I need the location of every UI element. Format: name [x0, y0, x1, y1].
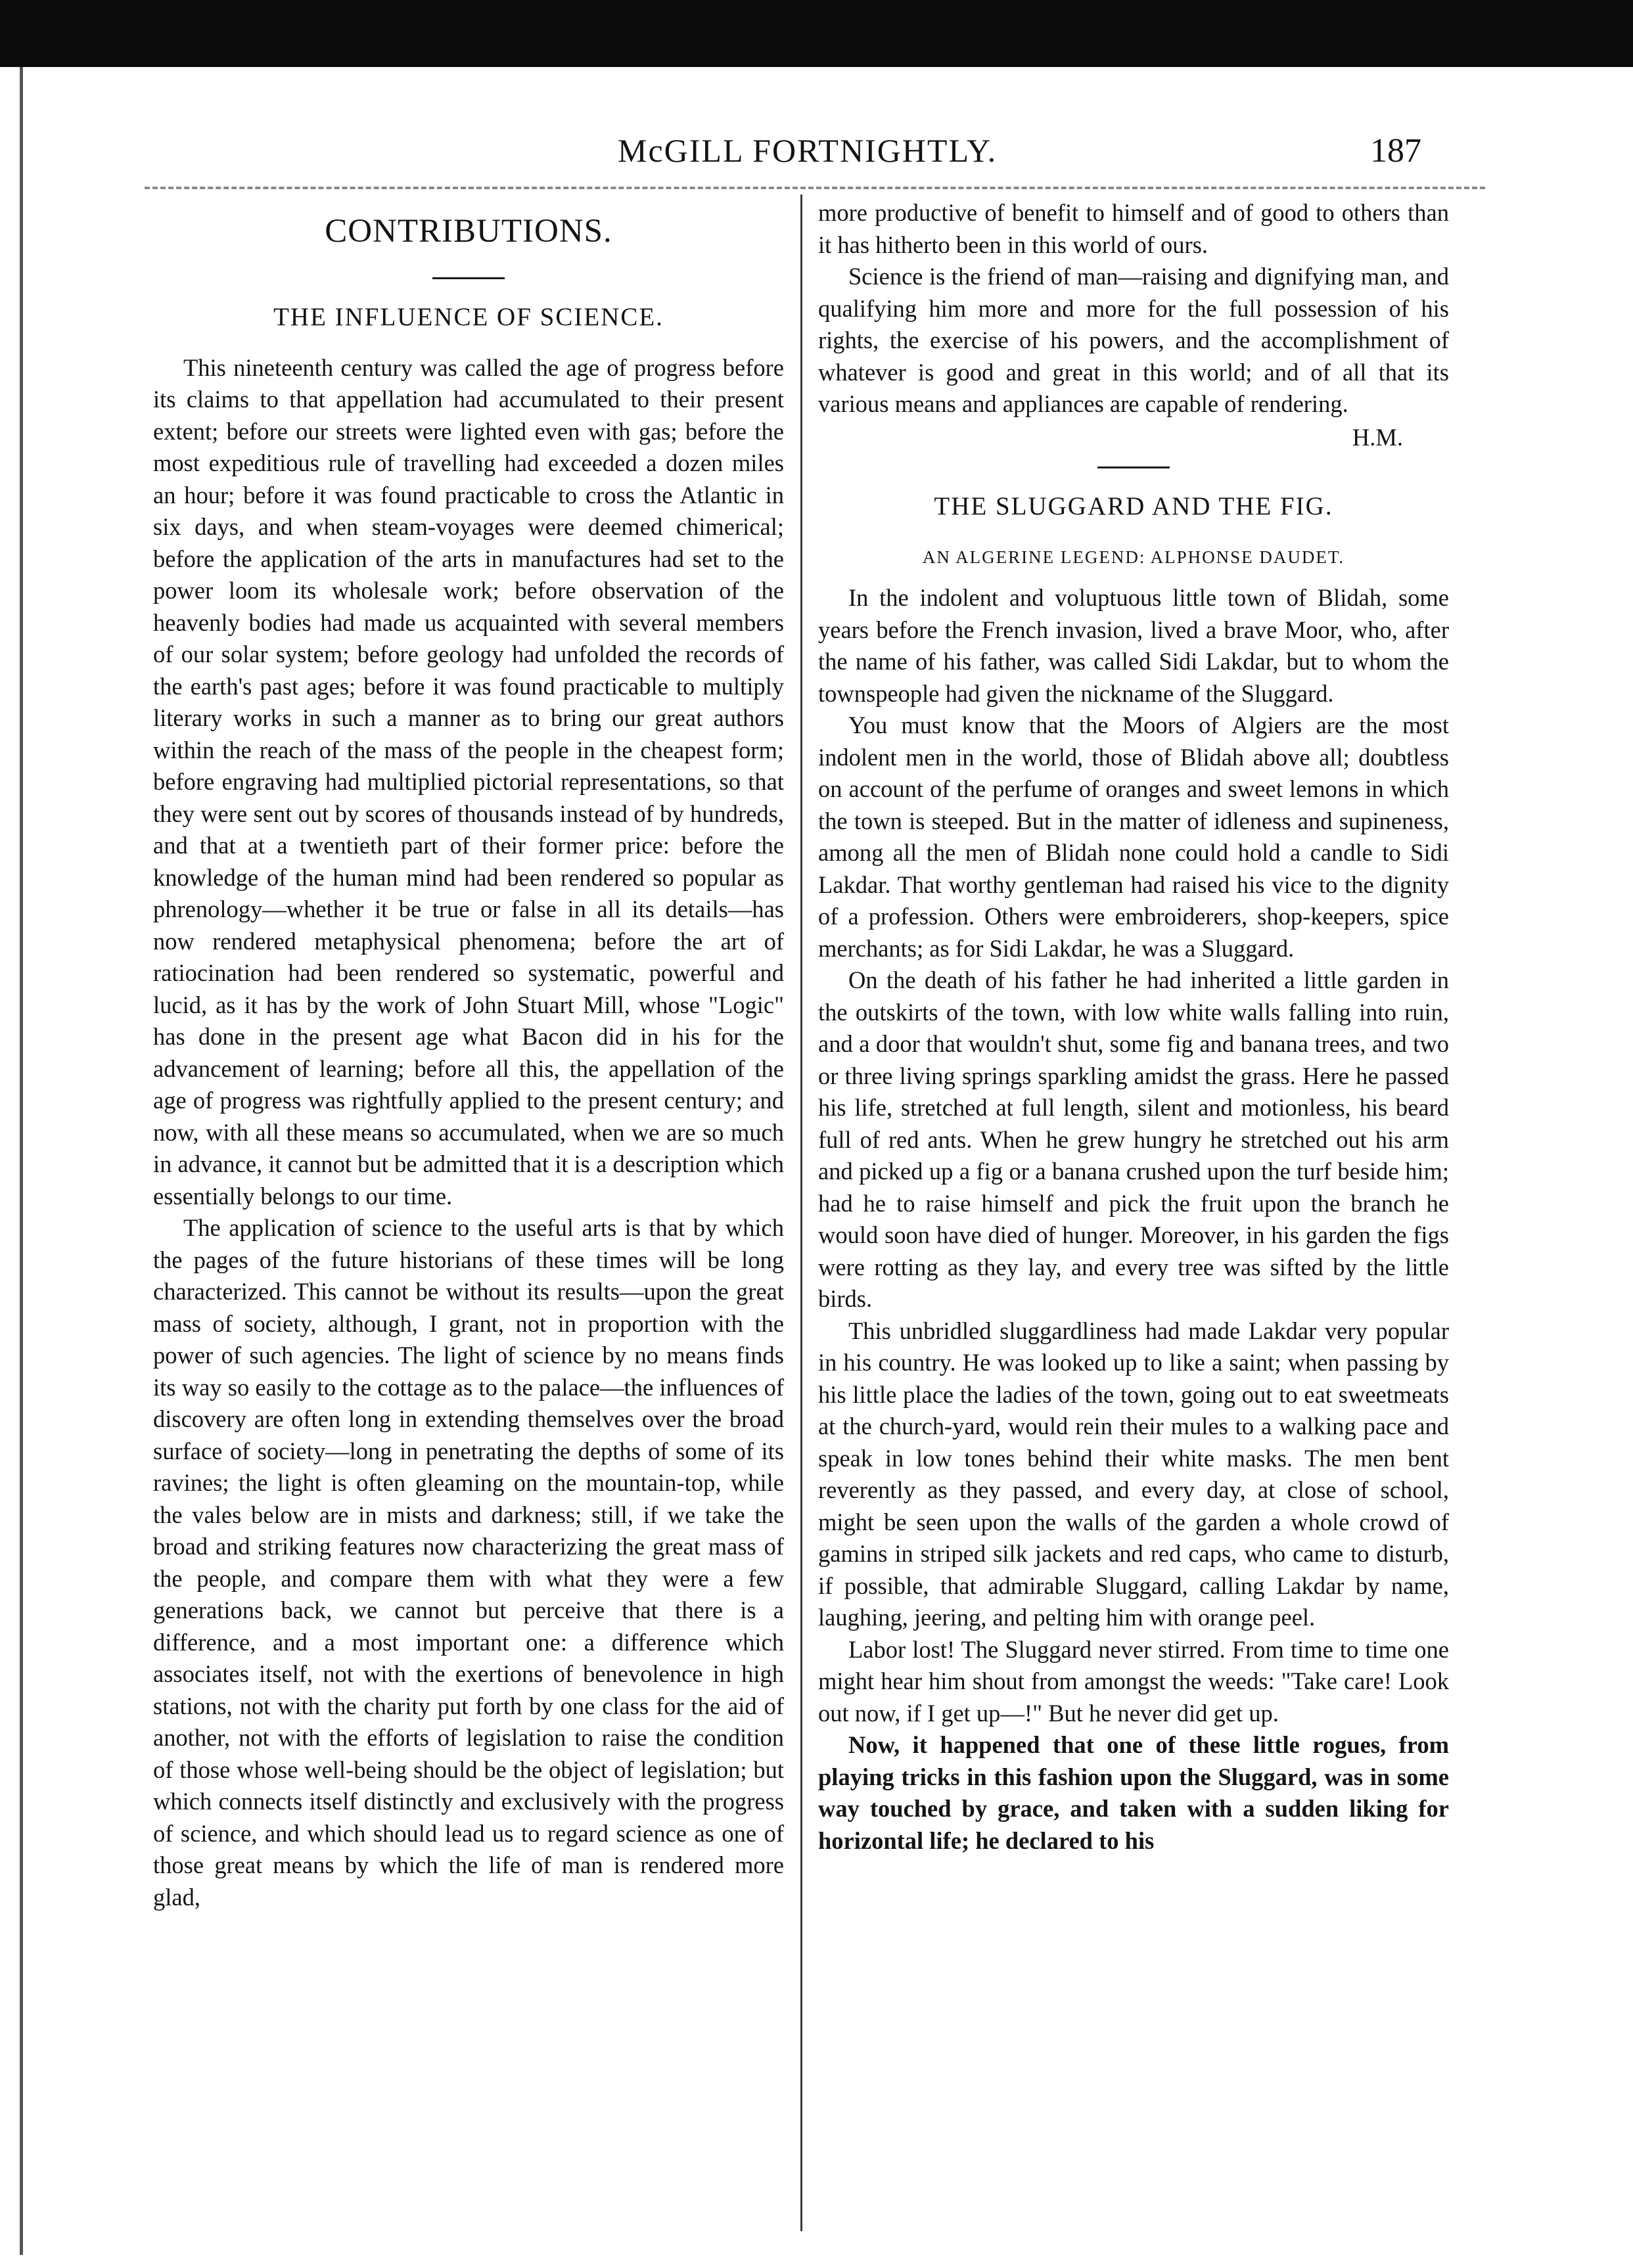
running-title: McGILL FORTNIGHTLY. — [618, 132, 998, 169]
scan-left-edge — [20, 67, 23, 2255]
continued-paragraph: more productive of benefit to himself and of good to others than it has hitherto been in this world of ours. — [818, 199, 1449, 258]
paragraph: This nineteenth century was called the age of progress before its claims to that appellation had accumulated to their present extent; before our streets were lighted even with gas; before the most expeditious rule of travelling had exceeded a dozen miles an hour; before it was found practicable to cross the Atlantic in six days, and when steam-voyages were deemed chimerical; before the application of the arts in manufactures had set to the power loom its wholesale work; before observation of the heavenly bodies had made us acquainted with several members of our solar system; before geology had unfolded the records of the earth's past ages; before it was found practicable to multiply literary works in such a manner as to bring our great authors within the reach of the mass of the people in the cheapest form; before engraving had multiplied pictorial representations, so that they were sent out by scores of thousands instead of by hundreds, and that at a twentieth part of their former price: before the knowledge of the human mind had been rendered so popular as phrenology—whether it be true or false in all its details—has now rendered metaphysical phenomena; before the art of ratiocination had been rendered so systematic, powerful and lucid, as it has by the work of John Stuart Mill, whose "Logic" has done in the present age what Bacon did in his for the advancement of learning; before all this, the appellation of the age of progress was rightfully applied to the present century; and now, with all these means so accumulated, when we are so much in advance, it cannot but be admitted that it is a description which essentially belongs to our time. — [153, 353, 784, 1210]
paragraph: The application of science to the useful arts is that by which the pages of the future historians of these times will be long characterized. This cannot be without its results—upon the great mass of society, although, I grant, not in proportion with the power of such agencies. The light of science by no means finds its way so easily to the cottage as to the palace—the influences of discovery are often long in extending themselves over the broad surface of society—long in penetrating the depths of some of its ravines; the light is often gleaming on the mountain-top, while the vales below are in mists and darkness; still, if we take the broad and striking features now characterizing the great mass of the people, and compare them with what they were a few generations back, we cannot but perceive that there is a difference, and a most important one: a difference which associates itself, not with the exertions of benevolence in high stations, not with the charity put forth by one class for the aid of another, not with the efforts of legislation to raise the condition of those whose well-being should be the object of legislation; but which connects itself distinctly and exclusively with the progress of science, and which should lead us to regard science as one of those great means by which the life of man is rendered more glad, — [153, 1214, 784, 1911]
author-signature: H.M. — [1352, 423, 1403, 451]
column-divider — [800, 194, 802, 2231]
right-column — [818, 197, 1449, 1857]
article-title-sluggard-and-fig: THE SLUGGARD AND THE FIG. — [934, 492, 1333, 520]
scan-top-border — [0, 0, 1633, 67]
left-column — [153, 197, 784, 1913]
paragraph: Science is the friend of man—raising and dignifying man, and qualifying him more and more for the full possession of his rights, the exercise of his powers, and the accomplishment of whatever is good and great in this world; and of all that its various means and appliances are capable of rendering. — [818, 263, 1449, 417]
paragraph: In the indolent and voluptuous little town of Blidah, some years before the French invasion, lived a brave Moor, who, after the name of his father, was called Sidi Lakdar, but to whom the townspeople had given the nickname of the Sluggard. — [818, 584, 1449, 707]
article-title-influence-of-science: THE INFLUENCE OF SCIENCE. — [273, 303, 664, 331]
section-rule — [432, 277, 505, 279]
header-rule — [145, 187, 1485, 189]
article-separator-rule — [1097, 466, 1170, 468]
paragraph: On the death of his father he had inherited a little garden in the outskirts of the town, with low white walls falling into ruin, and a door that wouldn't shut, some fig and banana trees, and two or three living springs sparkling amidst the grass. Here he passed his life, stretched at full length, silent and motionless, his beard full of red ants. When he grew hungry he stretched out his arm and picked up a fig or a banana crushed upon the turf beside him; had he to raise himself and pick the fruit upon the branch he would soon have died of hunger. Moreover, in his garden the figs were rotting as they lay, and every tree was sifted by the little birds. — [818, 966, 1449, 1312]
article-subtitle: AN ALGERINE LEGEND: ALPHONSE DAUDET. — [922, 547, 1345, 567]
paragraph: This unbridled sluggardliness had made Lakdar very popular in his country. He was looked up to like a saint; when passing by his little place the ladies of the town, going out to eat sweetmeats at the church-yard, would rein their mules to a walking pace and speak in low tones behind their white masks. The men bent reverently as they passed, and every day, at close of school, might be seen upon the walls of the garden a whole crowd of gamins in striped silk jackets and red caps, who came to disturb, if possible, that admirable Sluggard, calling Lakdar by name, laughing, jeering, and pelting him with orange peel. — [818, 1317, 1449, 1631]
page-number: 187 — [1370, 132, 1421, 170]
paragraph: You must know that the Moors of Algiers are the most indolent men in the world, those of Blidah above all; doubtless on account of the perfume of oranges and sweet lemons in which the town is steeped. But in the matter of idleness and supineness, among all the men of Blidah none could hold a candle to Sidi Lakdar. That worthy gentleman had raised his vice to the dignity of a profession. Others were embroiderers, shop-keepers, spice merchants; as for Sidi Lakdar, he was a Sluggard. — [818, 712, 1449, 962]
section-heading: CONTRIBUTIONS. — [325, 213, 612, 250]
paragraph: Labor lost! The Sluggard never stirred. From time to time one might hear him shout from amongst the weeds: "Take care! Look out now, if I get up—!" But he never did get up. — [818, 1635, 1449, 1727]
paragraph: Now, it happened that one of these little rogues, from playing tricks in this fashion upon the Sluggard, was in some way touched by grace, and taken with a sudden liking for horizontal life; he declared to his — [818, 1731, 1449, 1854]
